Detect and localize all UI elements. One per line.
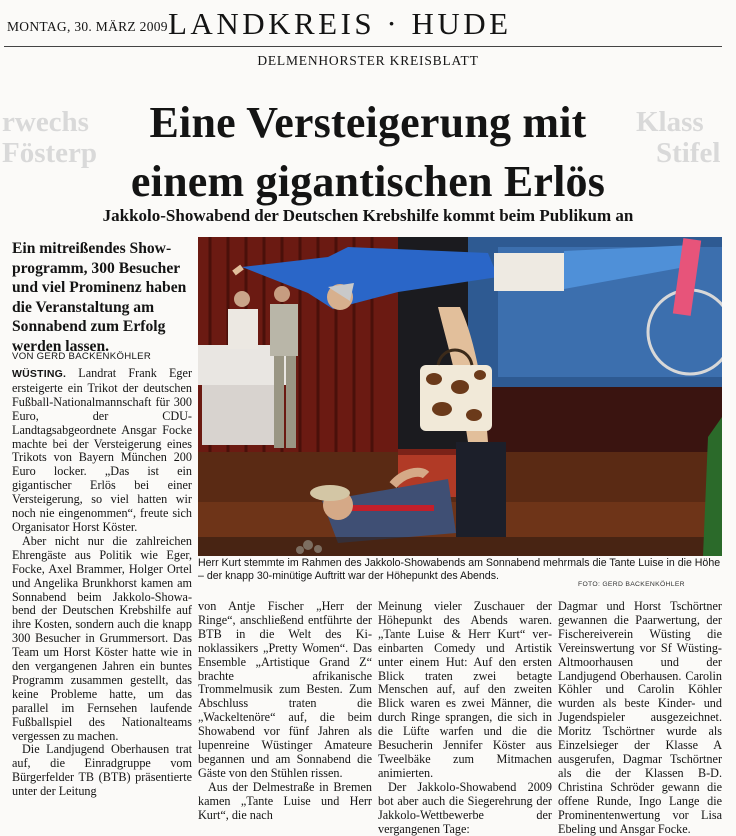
headline-line-1: Eine Versteigerung mit xyxy=(149,98,587,147)
column-2-paragraph-1: von Antje Fischer „Herr der Ringe“, anschließend entführte der BTB in die Welt des Kinoklassikers „Pretty Women“. Das Ensemble „Artistique Grand Z“ brachte afrikanische Trommelmusik zum Besten. Zum Abschluss traten die „Wackeltenöre“ auf, die beim Showabend vor fünf Jahren als lupenreine Wüstinger Amateure begannen und am Sonnabend die Gäste von den Stühlen rissen. xyxy=(198,599,372,780)
bleed-through-right-2: Stifel xyxy=(656,137,721,169)
column-4-paragraph-1: Dagmar und Horst Tschörtner gewannen die Paarwertung, der Fischereiverein Wüsting die Vereinswertung vor Sf Wüsting-Altmoorhausen und der Landjugend Oberhausen. Carolin Köhler und Carolin Köhler wurden als beste Kinder- und Jugendspieler ausgezeichnet. Moritz Tschörtner wurde als Einzelsieger der Klasse A ausgerufen, Dagmar Tschörtner als die der Klassen B-D. Christina Schröder gewann die offene Runde, Ingo Lange die Prominentenwertung vor Lisa Ebeling und Ansgar Focke. xyxy=(558,599,722,836)
dateline: WÜSTING. xyxy=(12,368,67,380)
article-column-2 xyxy=(198,600,372,823)
column-1-paragraph-1-text: Landrat Frank Eger ersteigerte ein Trikot der deutschen Fußball-Nationalmannschaft für 300 Euro, der CDU-Landtagsabgeordnete Ansgar Focke machte bei der Versteigerung eines Trikots von Bayern München 200 Euro locker. „Das ist ein gigantischer Erlös bei einer Versteigerung, so viel hatten wir noch nie eingenommen“, freute sich Organisator Horst Köster. xyxy=(12,366,192,534)
section-title: LANDKREIS · HUDE xyxy=(168,6,512,41)
byline: VON GERD BACKENKÖHLER xyxy=(12,351,152,362)
issue-date: MONTAG, 30. MÄRZ 2009 xyxy=(7,19,168,34)
bleed-through-right-1: Klass xyxy=(636,106,704,138)
header-rule xyxy=(4,46,722,47)
photo-caption: Herr Kurt stemmte im Rahmen des Jakkolo-Showabends am Sonnabend mehrmals die Tante Luise in die Höhe – der knapp 30-minütige Auftritt war der Höhepunkt des Abends. xyxy=(198,557,721,583)
photo-acrobats-stage xyxy=(198,237,722,556)
column-1-paragraph-2: Aber nicht nur die zahlreichen Ehrengäste aus Politik wie Eger, Focke, Axel Brammer, Holger Ortel und Angelika Brunkhorst kamen am Sonnabend beim Jakkolo-Showabend der Deutschen Krebshilfe auf ihre Kosten, sondern auch die knapp 300 Besucher in Grummersort. Das Team um Horst Köster hatte wie in den vergangenen Jahren ein buntes Programm zusammen gestellt, das keine Probleme hatte, um das parallel im Fernsehen laufende Fußballspiel des Nationalteams vergessen zu machen. xyxy=(12,533,192,743)
column-1-paragraph-3: Die Landjugend Oberhausen trat auf, die Einradgruppe vom Bürgerfelder TB (BTB) präsentierte unter der Leitung xyxy=(12,742,192,799)
column-1-paragraph-1 xyxy=(12,367,192,535)
column-3-paragraph-1: Meinung vieler Zuschauer der Höhepunkt des Abends waren. „Tante Luise & Herr Kurt“ vereinbarten Comedy und Artistik unter einem Hut: Auf den ersten Blick traten zwei betagte Menschen auf, auf den zweiten Blick waren es zwei Männer, die durch Ringe sprangen, die sich in die Lüfte warfen und die die Besucherin Jennifer Köster aus Tweelbäke zum Mitmachen animierten. xyxy=(378,599,552,780)
bleed-through-left-1: rwechs xyxy=(2,106,89,138)
article-column-4 xyxy=(558,600,722,836)
article-column-1 xyxy=(12,367,192,799)
lead-paragraph: Ein mitreißendes Showprogramm, 300 Besucher und viel Prominenz haben die Veranstaltung am Sonnabend zum Erfolg werden lassen. xyxy=(12,240,187,355)
subheadline: Jakkolo-Showabend der Deutschen Krebshilfe kommt beim Publikum an xyxy=(102,206,634,225)
article-photo xyxy=(198,237,722,556)
publication-name: DELMENHORSTER KREISBLATT xyxy=(257,53,479,68)
column-2-paragraph-2: Aus der Delmestraße in Bremen kamen „Tante Luise und Herr Kurt“, die nach xyxy=(198,779,372,822)
photo-credit: FOTO: GERD BACKENKÖHLER xyxy=(578,581,685,588)
bleed-through-left-2: Fösterp xyxy=(2,137,98,169)
column-3-paragraph-2: Der Jakkolo-Showabend 2009 bot aber auch die Siegerehrung der Jakkolo-Wettbewerbe der vergangenen Tage: xyxy=(378,779,552,836)
headline-line-2: einem gigantischen Erlös xyxy=(130,157,606,206)
article-column-3 xyxy=(378,600,552,836)
